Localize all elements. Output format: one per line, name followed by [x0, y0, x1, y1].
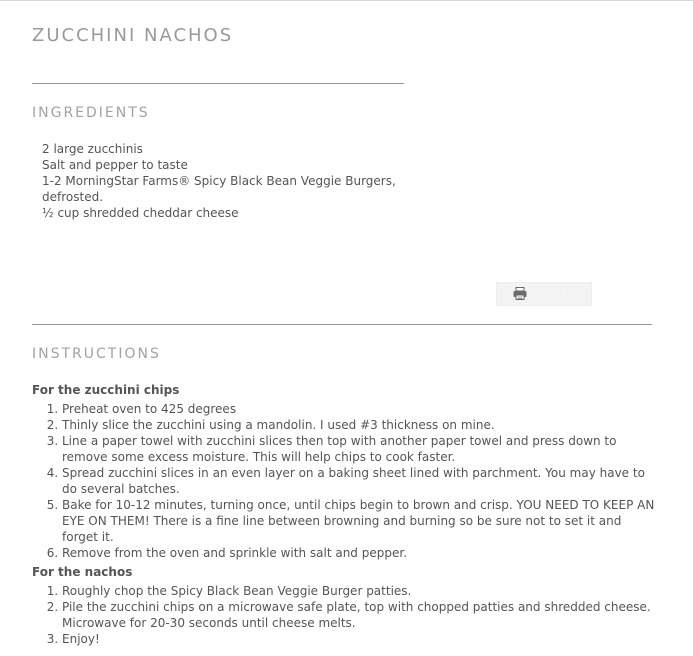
step-item: 4. Spread zucchini slices in an even layer on a baking sheet lined with parchment. You may have to do several batches.	[62, 465, 657, 497]
step-item: 2. Thinly slice the zucchini using a mandolin. I used #3 thickness on mine.	[62, 417, 657, 433]
step-item: 3. Line a paper towel with zucchini slices then top with another paper towel and press down to remove some excess moisture. This will help chips to cook faster.	[62, 433, 657, 465]
step-item: 3. Enjoy!	[62, 631, 657, 647]
title-divider	[32, 83, 404, 84]
recipe-title: ZUCCHINI NACHOS	[32, 25, 234, 46]
group-title-chips: For the zucchini chips	[32, 383, 180, 397]
step-item: 2. Pile the zucchini chips on a microwave safe plate, top with chopped patties and shredded cheese. Microwave for 20-30 seconds until cheese melts.	[62, 599, 657, 631]
instructions-heading: INSTRUCTIONS	[32, 346, 161, 362]
ingredient-item: ½ cup shredded cheddar cheese	[42, 206, 239, 220]
section-divider	[32, 324, 652, 325]
step-item: 1. Roughly chop the Spicy Black Bean Veggie Burger patties.	[62, 583, 657, 599]
group-title-nachos: For the nachos	[32, 565, 133, 579]
nachos-steps-list	[32, 583, 657, 647]
instructions-body	[32, 382, 657, 650]
ingredients-heading: INGREDIENTS	[32, 105, 150, 121]
ingredient-item: Salt and pepper to taste	[42, 158, 188, 172]
step-item: 5. Bake for 10-12 minutes, turning once, until chips begin to brown and crisp. YOU NEED TO KEEP AN EYE ON THEM! There is a fine line between browning and burning so be sure not to set it and forget it.	[62, 497, 657, 545]
print-label: PRINT	[533, 288, 568, 300]
ingredient-item: 1-2 MorningStar Farms® Spicy Black Bean Veggie Burgers, defrosted.	[42, 174, 396, 204]
top-border	[0, 0, 693, 1]
step-item: 6. Remove from the oven and sprinkle with salt and pepper.	[62, 545, 657, 561]
step-item: 1. Preheat oven to 425 degrees	[62, 401, 657, 417]
print-button[interactable]	[496, 282, 592, 306]
ingredients-list	[42, 141, 412, 221]
ingredient-item: 2 large zucchinis	[42, 142, 143, 156]
printer-icon	[513, 285, 527, 304]
chips-steps-list	[32, 401, 657, 561]
